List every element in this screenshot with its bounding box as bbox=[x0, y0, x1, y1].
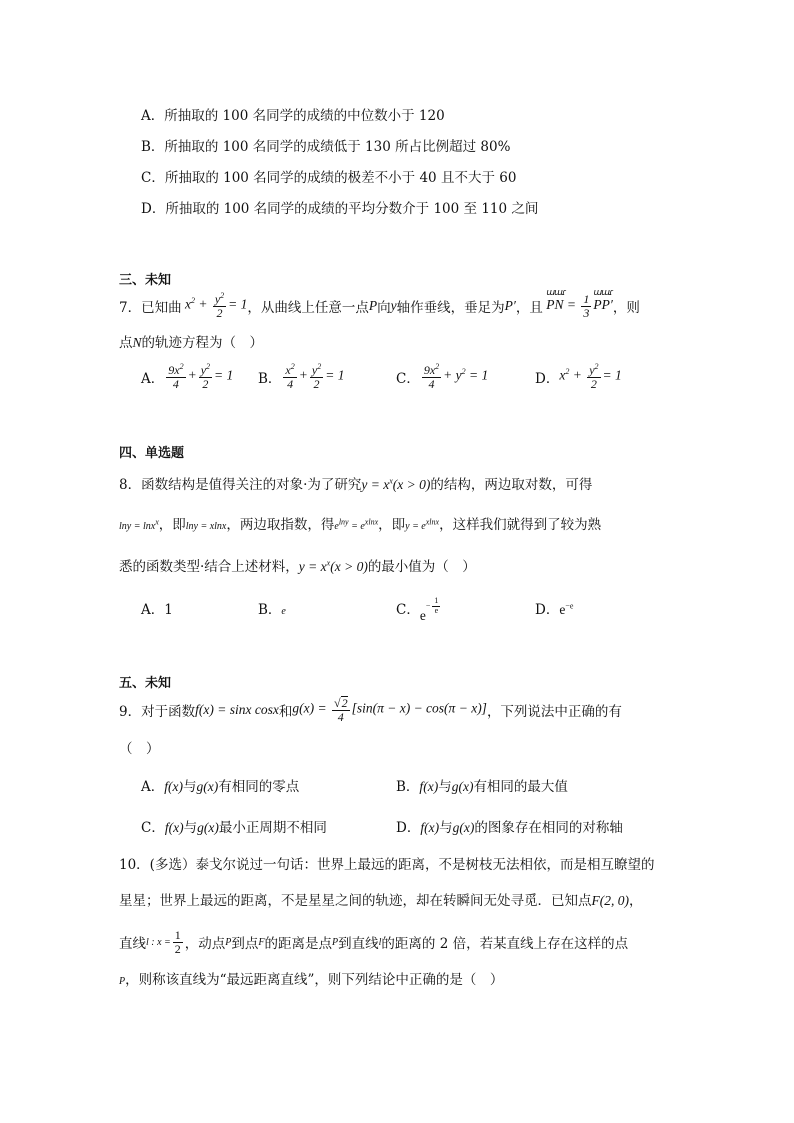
q9-option-c-label: C． bbox=[141, 820, 165, 836]
q7-point-p: P bbox=[368, 298, 378, 313]
q7-option-c-label: C． bbox=[396, 371, 420, 387]
q9-option-d-text: 的图象存在相同的对称轴 bbox=[474, 820, 623, 836]
q9-option-b-text: 有相同的最大值 bbox=[473, 779, 568, 795]
q7-line2-b: 的轨迹方程为（ ） bbox=[141, 335, 264, 351]
q7-line2-a: 点 bbox=[119, 335, 133, 351]
section-heading-3: 三、未知 bbox=[119, 273, 172, 288]
q8-option-c-label: C． bbox=[396, 602, 420, 618]
q9-option-d-label: D． bbox=[396, 820, 421, 836]
q7-point-p-prime: P′ bbox=[504, 298, 516, 313]
q7-stem-line-2 bbox=[119, 331, 263, 351]
q10-l3-b: ，动点 bbox=[184, 936, 226, 952]
q7-curve-eq: $x^2$ + $\frac{y^2}{2}$ = 1 bbox=[181, 291, 248, 320]
q7-option-d-label: D． bbox=[535, 371, 560, 387]
q9-option-a-label: A． bbox=[141, 779, 165, 795]
q8-stem-line-3 bbox=[119, 555, 476, 575]
q7-text-1: 7．已知曲 bbox=[119, 300, 182, 316]
q10-stem-line-1: 10．(多选）泰戈尔说过一句话：世界上最远的距离，不是树枝无法相依，而是相互瞭望的 bbox=[119, 857, 655, 873]
q10-l3-e: 到直线 bbox=[338, 936, 379, 952]
q9-option-b-label: B． bbox=[396, 779, 420, 795]
q7-text-4: 轴作垂线，垂足为 bbox=[396, 300, 505, 316]
q9-option-d-with: 与 bbox=[439, 820, 453, 836]
q7-option-c: C． $\frac{9x^2}{4}$ + $y^2 = 1$ bbox=[396, 362, 489, 391]
q8-l2-d: ，这样我们就得到了较为熟 bbox=[439, 517, 602, 533]
q8-option-b-label: B． bbox=[258, 602, 282, 618]
q8-option-c: C．$e^{- \frac{1}{e}}$ bbox=[396, 596, 439, 623]
q9-option-d: D．f(x)与g(x)的图象存在相同的对称轴 bbox=[396, 820, 623, 836]
q9-option-c: C．f(x)与g(x)最小正周期不相同 bbox=[141, 820, 327, 836]
q9-option-a-with: 与 bbox=[183, 779, 197, 795]
q10-l2-a: 星星；世界上最远的距离，不是星星之间的轨迹，却在转瞬间无处寻觅．已知点 bbox=[119, 893, 592, 909]
q9-option-b: B．f(x)与g(x)有相同的最大值 bbox=[396, 779, 568, 795]
q9-f-def: f(x) = sinx cosx bbox=[195, 702, 279, 717]
q9-option-c-with: 与 bbox=[183, 820, 198, 836]
q10-l3-f: 的距离的 2 倍，若某直线上存在这样的点 bbox=[381, 936, 629, 952]
q8-l2-b: ，两边取指数，得 bbox=[226, 517, 335, 533]
q10-l3-c: 到点 bbox=[231, 936, 259, 952]
q9-option-b-with: 与 bbox=[438, 779, 452, 795]
q8-option-d-label: D． bbox=[535, 602, 560, 618]
section-heading-5: 五、未知 bbox=[119, 676, 172, 691]
q8-function-1: $y = x^x(x > 0)$ bbox=[361, 476, 431, 492]
q10-l4-a: ，则称该直线为“最远距离直线”，则下列结论中正确的是（ ） bbox=[125, 972, 504, 988]
q7-option-b-label: B． bbox=[258, 371, 282, 387]
q7-axis-y: y bbox=[390, 298, 397, 313]
q8-exp-eq-2: $y = e^{xlnx}$ bbox=[405, 517, 440, 532]
q7-stem-line-1 bbox=[119, 290, 640, 322]
q8-stem-line-2 bbox=[119, 513, 601, 533]
q10-point-f: F(2, 0) bbox=[591, 893, 629, 908]
q7-text-3: 向 bbox=[377, 300, 391, 316]
q9-l1-b: 和 bbox=[278, 704, 293, 720]
q8-l3-a: 悉的函数类型·结合上述材料， bbox=[119, 559, 299, 575]
q8-option-b: B．e bbox=[258, 602, 286, 618]
q7-text-5: ，且 bbox=[515, 300, 543, 316]
q10-l3-d: 的距离是点 bbox=[264, 936, 333, 952]
q7-vector-relation: ɯɯɾ PN = $\frac{1}{3}$ ɯɯɾ PP′ bbox=[543, 293, 613, 319]
q7-option-a: A． $\frac{9x^2}{4}$ + $\frac{y^2}{2}$ = 1 bbox=[141, 362, 234, 391]
q7-point-n: N bbox=[132, 335, 142, 350]
q10-line-l: l : x = bbox=[146, 936, 171, 948]
q9-option-a-text: 有相同的零点 bbox=[218, 779, 300, 795]
q9-stem-line-1 bbox=[119, 692, 622, 728]
q10-stem-line-3: 直线 l : x = $\frac{1}{2}$ ，动点 P 到点 F 的距离是点 P 到直线 l 的距离的 2 倍，若某直线上存在这样的点 bbox=[119, 927, 629, 956]
q10-l3-a: 直线 bbox=[119, 936, 146, 952]
q10-stem-line-4: P，则称该直线为“最远距离直线”，则下列结论中正确的是（ ） bbox=[119, 972, 504, 988]
q8-l1-a: 8．函数结构是值得关注的对象·为了研究 bbox=[119, 477, 362, 493]
q6-option-d: D．所抽取的 100 名同学的成绩的平均分数介于 100 至 110 之间 bbox=[141, 201, 539, 217]
q9-option-c-text: 最小正周期不相同 bbox=[218, 820, 327, 836]
section-heading-4: 四、单选题 bbox=[119, 446, 185, 461]
q8-l3-b: 的最小值为（ ） bbox=[367, 559, 476, 575]
q6-option-b: B．所抽取的 100 名同学的成绩低于 130 所占比例超过 80% bbox=[141, 139, 511, 155]
q6-option-c: C．所抽取的 100 名同学的成绩的极差不小于 40 且不大于 60 bbox=[141, 170, 517, 186]
q8-function-2: $y = x^x(x > 0)$ bbox=[298, 558, 368, 574]
q9-l1-c: ，下列说法中正确的有 bbox=[486, 704, 622, 720]
q8-stem-line-1 bbox=[119, 473, 592, 493]
q9-g-def: g(x) = $\frac{√2}{4}$ [sin(π − x) − cos(π − x)] bbox=[292, 696, 487, 724]
q9-stem-line-2: （ ） bbox=[119, 741, 160, 757]
q10-stem-line-2: 星星；世界上最远的距离，不是星星之间的轨迹，却在转瞬间无处寻觅．已知点F(2, 0)， bbox=[119, 893, 643, 909]
q8-l1-b: 的结构，两边取对数，可得 bbox=[430, 477, 593, 493]
q9-option-a: A．f(x)与g(x)有相同的零点 bbox=[141, 779, 300, 795]
q8-exp-eq-1: $e^{lny} = e^{xlnx}$ bbox=[334, 517, 379, 532]
q7-text-6: ，则 bbox=[612, 300, 640, 316]
q7-option-a-label: A． bbox=[141, 371, 165, 387]
q7-text-2: ，从曲线上任意一点 bbox=[247, 300, 369, 316]
q8-option-a: A．1 bbox=[141, 602, 173, 618]
q8-l2-c: ，即 bbox=[378, 517, 406, 533]
q7-option-d: D． $x^2$ + $\frac{y^2}{2}$ = 1 bbox=[535, 362, 622, 391]
q8-log-eq-2: lny = xlnx bbox=[185, 521, 227, 532]
q8-log-eq-1: lny = lnx$^x$ bbox=[119, 517, 159, 532]
q8-option-d: D．$e^{-e}$ bbox=[535, 601, 574, 618]
q8-l2-a: ，即 bbox=[158, 517, 186, 533]
q9-l1-a: 9．对于函数 bbox=[119, 704, 196, 720]
q7-option-b: B． $\frac{x^2}{4}$ + $\frac{y^2}{2}$ = 1 bbox=[258, 362, 345, 391]
q6-option-a: A．所抽取的 100 名同学的成绩的中位数小于 120 bbox=[141, 108, 445, 124]
